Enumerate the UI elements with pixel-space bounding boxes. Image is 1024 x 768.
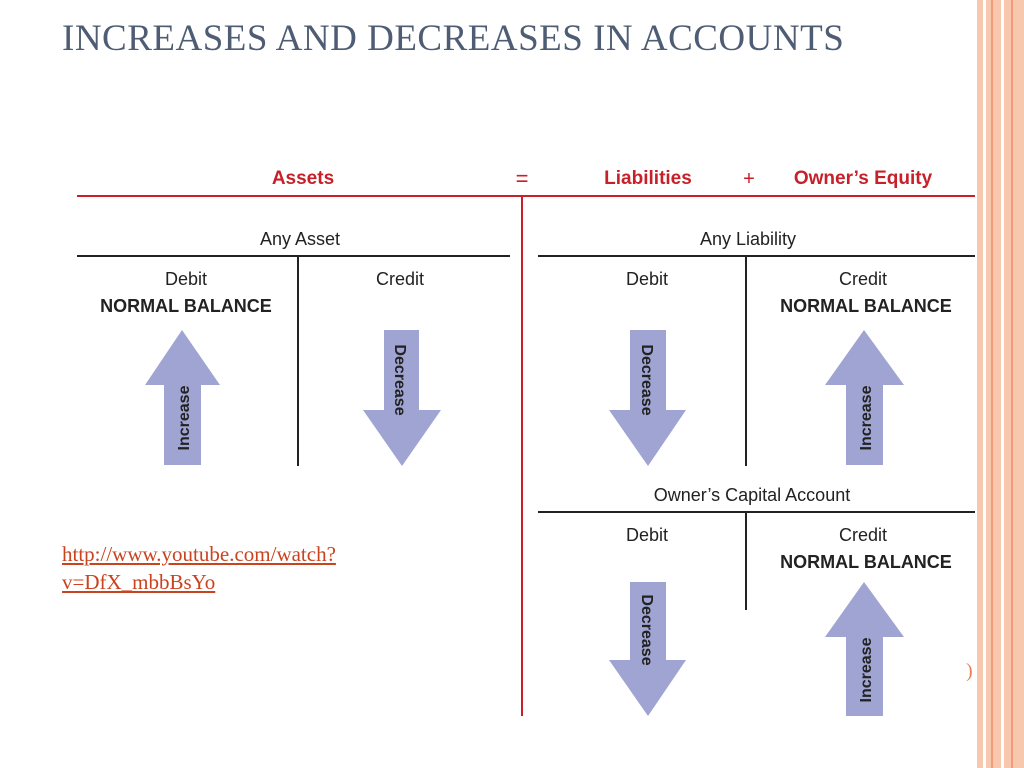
equation-equals-sign: = (515, 166, 529, 191)
capital-normal-balance: NORMAL BALANCE (780, 552, 952, 572)
equation-plus-sign: + (743, 168, 755, 190)
capital-increase-arrow-icon (825, 582, 904, 716)
capital-credit-label: Credit (838, 525, 888, 545)
capital-debit-label: Debit (625, 525, 669, 545)
asset-debit-label: Debit (164, 269, 208, 289)
liability-decrease-arrow-icon (609, 330, 686, 466)
liability-credit-label: Credit (838, 269, 888, 289)
asset-normal-balance: NORMAL BALANCE (100, 296, 272, 316)
liability-debit-label: Debit (625, 269, 669, 289)
asset-decrease-label: Decrease (391, 344, 408, 416)
link-line-2: v=DfX_mbbBsYo (62, 570, 216, 594)
slide-title: INCREASES AND DECREASES IN ACCOUNTS (62, 18, 845, 59)
asset-increase-label: Increase (176, 385, 193, 451)
youtube-video-link[interactable] (62, 540, 462, 596)
liability-decrease-label: Decrease (638, 344, 655, 416)
equation-liabilities-label: Liabilities (604, 168, 692, 189)
capital-decrease-label: Decrease (638, 594, 655, 666)
edge-glyph: ) (966, 660, 973, 682)
liability-normal-balance: NORMAL BALANCE (780, 296, 952, 316)
liability-increase-arrow-icon (825, 330, 904, 465)
link-line-1: http://www.youtube.com/watch? (62, 542, 336, 566)
equation-assets-label: Assets (271, 168, 335, 189)
asset-increase-arrow-icon (145, 330, 220, 465)
capital-account-title: Owner’s Capital Account (653, 485, 851, 505)
liability-increase-label: Increase (858, 385, 875, 451)
asset-account-title: Any Asset (259, 229, 341, 249)
liability-account-title: Any Liability (699, 229, 797, 249)
capital-decrease-arrow-icon (609, 582, 686, 716)
asset-decrease-arrow-icon (363, 330, 441, 466)
asset-credit-label: Credit (375, 269, 425, 289)
capital-increase-label: Increase (858, 637, 875, 703)
equation-owners-equity-label: Owner’s Equity (793, 168, 933, 189)
